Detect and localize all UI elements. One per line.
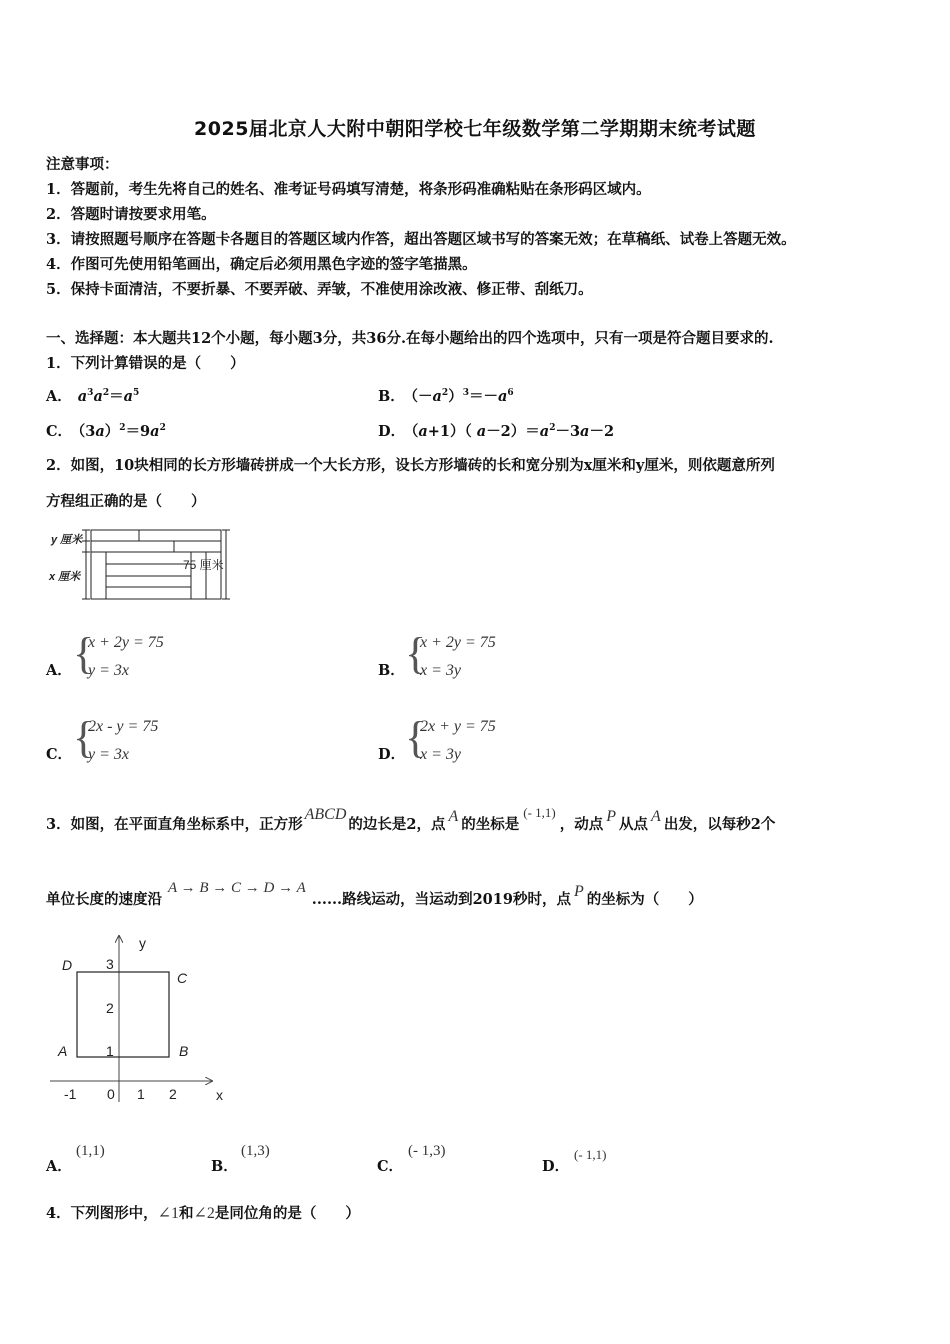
stem-text: 的边长是2，点 — [348, 816, 446, 833]
notice-item: 3．请按照题号顺序在答题卡各题目的答题区域内作答，超出答题区域书写的答案无效；在草稿纸、试卷上答题无效。 — [46, 231, 796, 248]
fig-label-y: y 厘米 — [51, 534, 83, 546]
option-label: C． — [377, 1158, 404, 1175]
math-a: A — [651, 808, 661, 825]
q1-option-b-expr: $(-a^2)^3=-a^6$ — [410, 388, 514, 405]
stem-text: 是同位角的是（ ） — [214, 1205, 360, 1222]
stem-text: 从点 — [619, 816, 649, 833]
vertex-a: A — [58, 1043, 68, 1059]
vertex-c: C — [177, 970, 188, 986]
option-label: A． — [46, 1158, 72, 1175]
stem-text: 4．下列图形中， — [46, 1205, 158, 1222]
tick-label-x-1: -1 — [64, 1086, 77, 1102]
q1-option-b — [378, 385, 514, 406]
q2-c-eq1: 2x - y = 75 — [88, 718, 159, 735]
fig-label-75: 75 厘米 — [183, 558, 224, 572]
math-a: A — [448, 808, 459, 825]
left-brace: { — [73, 713, 95, 762]
q1-option-c — [46, 420, 166, 441]
option-label: B． — [211, 1158, 238, 1175]
notice-item: 5．保持卡面清洁，不要折暴、不要弄破、弄皱，不准使用涂改液、修正带、刮纸刀。 — [46, 281, 593, 298]
tick-label-y3: 3 — [106, 956, 114, 972]
left-brace: { — [73, 629, 95, 678]
stem-text: 出发，以每秒2个 — [663, 816, 776, 833]
question-1-stem: 1．下列计算错误的是（ ） — [46, 355, 245, 372]
notice-item: 1．答题前，考生先将自己的姓名、准考证号码填写清楚，将条形码准确粘贴在条形码区域内。 — [46, 181, 651, 198]
q1-option-a-expr: $a^3a^2=a^5$ — [77, 388, 140, 405]
left-brace: { — [405, 713, 427, 762]
square-abcd — [77, 972, 169, 1057]
stem-text: 的坐标是 — [461, 816, 520, 833]
math-path: A → B → C → D → A — [168, 880, 306, 896]
question-3-stem-line2 — [46, 880, 703, 909]
vertex-d: D — [62, 957, 73, 973]
left-brace: { — [405, 629, 427, 678]
q1-option-d-expr: （a+1）（ $a-2)=a^2-3a-2$ — [411, 423, 615, 440]
notice-heading: 注意事项： — [46, 156, 119, 173]
stem-text: 单位长度的速度沿 — [46, 891, 162, 908]
q1-option-d — [378, 420, 614, 441]
q2-b-eq1: x + 2y = 75 — [420, 634, 496, 651]
stem-text: 3．如图，在平面直角坐标系中，正方形 — [46, 816, 303, 833]
math-abcd: ABCD — [304, 806, 347, 823]
q2-a-eq1: x + 2y = 75 — [88, 634, 164, 651]
math-angle-1: ∠1 — [157, 1205, 179, 1222]
q3-option-d-value: (- 1,1) — [574, 1147, 607, 1162]
q3-option-a-value: (1,1) — [76, 1143, 105, 1159]
section-heading: 一、选择题：本大题共12个小题，每小题3分，共36分.在每小题给出的四个选项中，只有一项是符合题目要求的. — [46, 330, 774, 347]
axis-label-x: x — [216, 1087, 223, 1103]
brick-figure — [44, 525, 244, 605]
stem-text: 的坐标为（ ） — [586, 891, 703, 908]
fig-label-x: x 厘米 — [49, 571, 81, 583]
q1-option-c-expr: $(3a)^2=9a^2$ — [78, 423, 166, 440]
notice-item: 2．答题时请按要求用笔。 — [46, 206, 216, 223]
tick-label-x2: 2 — [169, 1086, 177, 1102]
tick-label-x1: 1 — [137, 1086, 145, 1102]
q1-option-a — [46, 385, 139, 406]
stem-text: 和 — [179, 1205, 194, 1222]
option-label: D． — [542, 1158, 570, 1175]
question-2-stem-line2: 方程组正确的是（ ） — [46, 493, 206, 510]
notice-item: 4．作图可先使用铅笔画出，确定后必须用黑色字迹的签字笔描黑。 — [46, 256, 477, 273]
tick-label-y1: 1 — [106, 1043, 114, 1059]
option-label: C． — [46, 746, 73, 763]
coordinate-figure — [44, 930, 244, 1110]
option-label: D． — [378, 746, 406, 763]
option-label: B． — [378, 388, 405, 405]
option-label: A． — [46, 662, 72, 679]
option-label: A． — [46, 388, 72, 405]
vertex-b: B — [179, 1043, 189, 1059]
q2-a-eq2: y = 3x — [88, 662, 129, 679]
question-2-stem-line1: 2．如图，10块相同的长方形墙砖拼成一个大长方形，设长方形墙砖的长和宽分别为x厘米和y厘米，则依题意所列 — [46, 457, 775, 474]
question-3-stem-line1 — [46, 805, 776, 834]
q2-d-eq2: x = 3y — [420, 746, 461, 763]
tick-label-y2: 2 — [106, 1000, 114, 1016]
q3-option-b-value: (1,3) — [241, 1143, 270, 1159]
stem-text: ，动点 — [559, 816, 604, 833]
option-label: D． — [378, 423, 406, 440]
stem-text: ......路线运动，当运动到2019秒时，点 — [311, 891, 571, 908]
axis-label-y: y — [139, 935, 146, 951]
q2-c-eq2: y = 3x — [88, 746, 129, 763]
math-p: P — [606, 808, 617, 825]
q2-d-eq1: 2x + y = 75 — [420, 718, 496, 735]
math-coord: (- 1,1) — [523, 805, 556, 820]
tick-label-x0: 0 — [107, 1086, 115, 1102]
option-label: B． — [378, 662, 405, 679]
math-p: P — [573, 883, 584, 900]
q2-b-eq2: x = 3y — [420, 662, 461, 679]
q3-option-c-value: (- 1,3) — [408, 1143, 446, 1159]
question-4-stem — [46, 1202, 360, 1223]
math-angle-2: ∠2 — [193, 1205, 215, 1222]
page-title: 2025届北京人大附中朝阳学校七年级数学第二学期期末统考试题 — [194, 118, 756, 140]
option-label: C． — [46, 423, 73, 440]
